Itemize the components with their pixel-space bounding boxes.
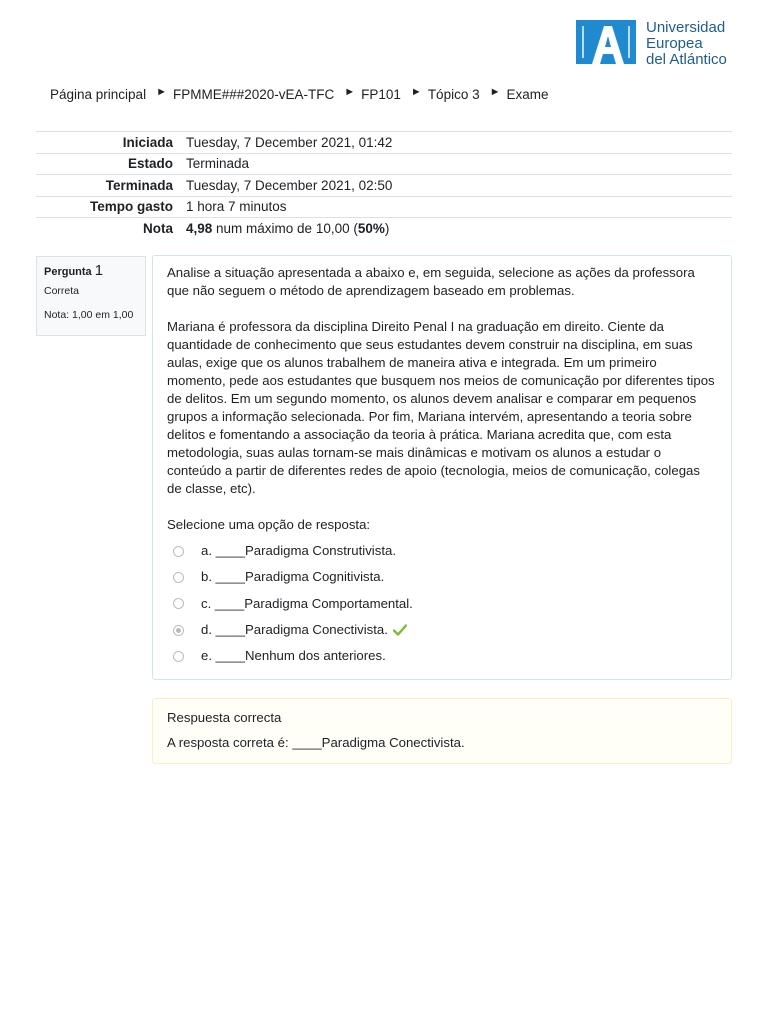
question-info-box [36,256,146,336]
breadcrumb-separator-icon: ► [156,86,167,98]
grade-score: 4,98 [186,220,213,236]
breadcrumb-separator-icon: ► [489,86,501,98]
question-state: Correta [44,285,80,297]
grade-percent: 50% [357,220,385,236]
summary-label: Terminada [105,177,173,193]
question-label: Pergunta [44,266,92,278]
logo-text [646,20,727,68]
attempt-summary-table [36,131,732,239]
answer-option-a[interactable] [173,538,717,564]
university-logo[interactable] [576,20,727,68]
summary-row-started [36,132,732,154]
breadcrumb-topic-link[interactable]: Tópico 3 [427,87,480,102]
checkmark-icon [393,624,407,636]
breadcrumb-home-link[interactable]: Página principal [50,87,147,102]
summary-label: Estado [127,156,173,172]
grade-middle-text: num máximo de 10,00 ( [212,220,358,236]
summary-value: Tuesday, 7 December 2021, 01:42 [186,134,393,150]
breadcrumb [50,87,549,102]
summary-value: Tuesday, 7 December 2021, 02:50 [186,177,393,193]
answer-option-label: d. ____Paradigma Conectivista. [201,622,388,638]
summary-row-grade [36,218,732,239]
answer-option-label: e. ____Nenhum dos anteriores. [201,648,386,664]
feedback-status: Respuesta correcta [167,710,282,725]
question-prompt: Selecione uma opção de resposta: [167,517,371,532]
question-intro: Analise a situação apresentada a abaixo e, em seguida, selecione as ações da professora que não seguem o método de aprendizagem baseado em problemas. [167,265,695,298]
radio-button[interactable] [173,546,184,557]
answer-options [173,538,717,669]
summary-value: Terminada [186,156,250,172]
question-number-value: 1 [94,262,104,279]
summary-label: Tempo gasto [89,199,173,215]
summary-row-time-taken [36,197,732,219]
answer-option-label: b. ____Paradigma Cognitivista. [201,569,385,585]
answer-option-e[interactable] [173,643,717,669]
breadcrumb-module-link[interactable]: FP101 [361,87,401,102]
answer-option-b[interactable] [173,564,717,590]
summary-row-finished [36,175,732,197]
question-number [44,262,138,279]
answer-option-c[interactable] [173,591,717,617]
summary-row-state [36,154,732,176]
breadcrumb-exam-link[interactable]: Exame [506,87,549,102]
answer-option-d[interactable] [173,617,717,643]
summary-grade-value [186,221,732,236]
feedback-correct-answer: A resposta correta é: ____Paradigma Conectivista. [167,735,465,750]
question-content [152,255,732,680]
question-grade: Nota: 1,00 em 1,00 [44,309,134,321]
radio-button[interactable] [173,598,184,609]
summary-label: Nota [143,220,173,236]
summary-value: 1 hora 7 minutos [186,199,287,215]
answer-option-label: c. ____Paradigma Comportamental. [201,595,413,611]
radio-button[interactable] [173,651,184,662]
logo-line-2: Europea [646,35,703,52]
logo-a-mark-icon [576,20,636,64]
answer-feedback [152,698,732,764]
logo-line-1: Universidad [646,19,726,36]
radio-button[interactable] [173,572,184,583]
grade-end-text: ) [384,220,390,236]
question-scenario: Mariana é professora da disciplina Direito Penal I na graduação em direito. Ciente da quantidade de conhecimento que seus estudantes devem construir na disciplina, em suas aulas, exige que os alunos trabalhem de maneira ativa e integrada. Em um primeiro momento, pede aos estudantes que busquem nos meios de comunicação por diferentes tipos de delitos. Em um segundo momento, os alunos devem analisar e comparar em pequenos grupos a informação selecionada. Por fim, Mariana intervém, apresentando a teoria sobre delitos e fomentando a associação da teoria à prática. Mariana acredita que, com esta metodologia, suas aulas tornam-se mais dinâmicas e motivam os alunos a estudar o conteúdo a partir de diferentes redes de apoio (tecnologia, meios de comunicação, colegas de classe, etc). [167,319,715,496]
breadcrumb-course-link[interactable]: FPMME###2020-vEA-TFC [172,87,335,102]
breadcrumb-separator-icon: ► [410,86,422,98]
answer-option-label: a. ____Paradigma Construtivista. [201,543,396,559]
radio-button-selected[interactable] [173,625,184,636]
summary-label: Iniciada [122,134,173,150]
logo-line-3: del Atlántico [646,51,727,68]
breadcrumb-separator-icon: ► [344,86,356,98]
